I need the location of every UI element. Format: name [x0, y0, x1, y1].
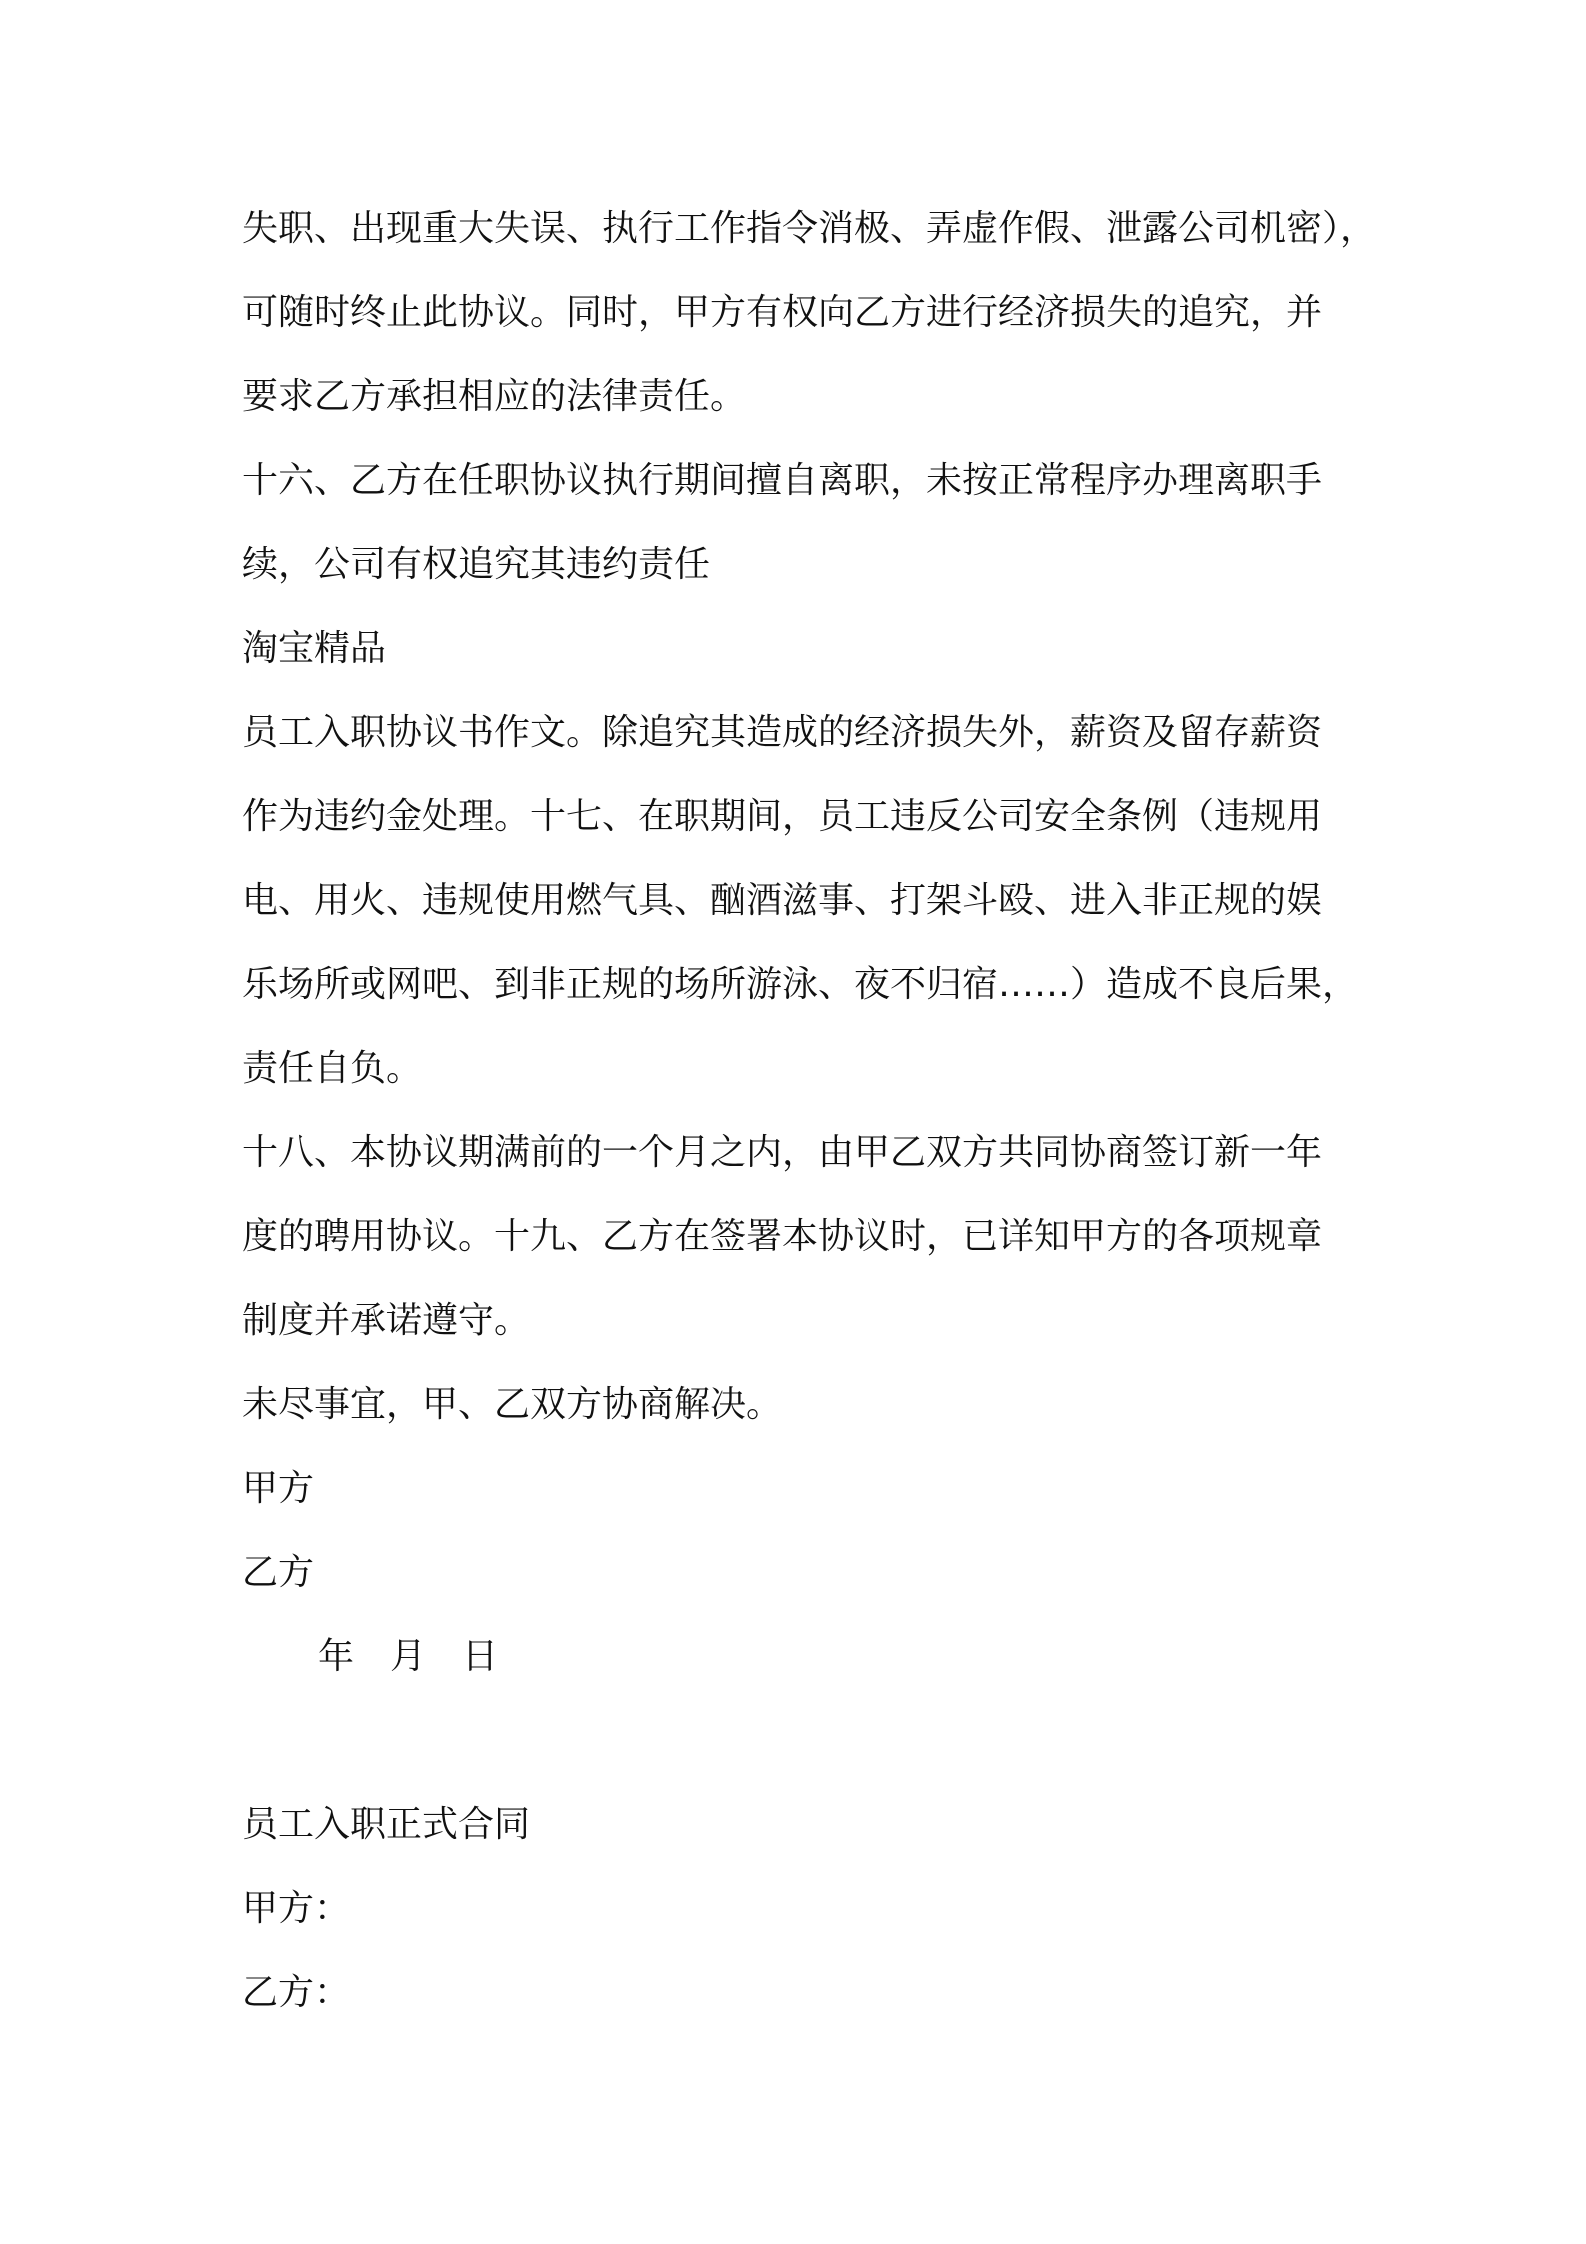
text-line: 责任自负。 [242, 1048, 423, 1089]
text-line: 电、用火、违规使用燃气具、酗酒滋事、打架斗殴、进入非正规的娱 [242, 880, 1323, 921]
party-b-signature-label: 乙方 [242, 1552, 315, 1593]
text-line: 未尽事宜，甲、乙双方协商解决。 [242, 1384, 783, 1425]
text-line: 员工入职协议书作文。除追究其造成的经济损失外，薪资及留存薪资 [242, 712, 1323, 753]
party-a-signature-label: 甲方 [242, 1468, 315, 1509]
contract-title: 员工入职正式合同 [242, 1804, 531, 1845]
text-line: 十八、本协议期满前的一个月之内，由甲乙双方共同协商签订新一年 [242, 1132, 1323, 1173]
text-line: 十六、乙方在任职协议执行期间擅自离职，未按正常程序办理离职手 [242, 460, 1323, 501]
text-line: 可随时终止此协议。同时，甲方有权向乙方进行经济损失的追究，并 [242, 292, 1323, 333]
text-line: 作为违约金处理。十七、在职期间，员工违反公司安全条例（违规用 [242, 796, 1323, 837]
text-line: 乐场所或网吧、到非正规的场所游泳、夜不归宿……）造成不良后果， [242, 964, 1359, 1005]
text-line: 淘宝精品 [242, 628, 387, 669]
text-line: 失职、出现重大失误、执行工作指令消极、弄虚作假、泄露公司机密）， [242, 208, 1377, 249]
party-b-label: 乙方： [242, 1972, 351, 2013]
text-line: 续，公司有权追究其违约责任 [242, 544, 711, 585]
text-line: 度的聘用协议。十九、乙方在签署本协议时，已详知甲方的各项规章 [242, 1216, 1323, 1257]
date-line: 年 月 日 [318, 1636, 499, 1677]
party-a-label: 甲方： [242, 1888, 351, 1929]
text-line: 制度并承诺遵守。 [242, 1300, 531, 1341]
text-line: 要求乙方承担相应的法律责任。 [242, 376, 747, 417]
